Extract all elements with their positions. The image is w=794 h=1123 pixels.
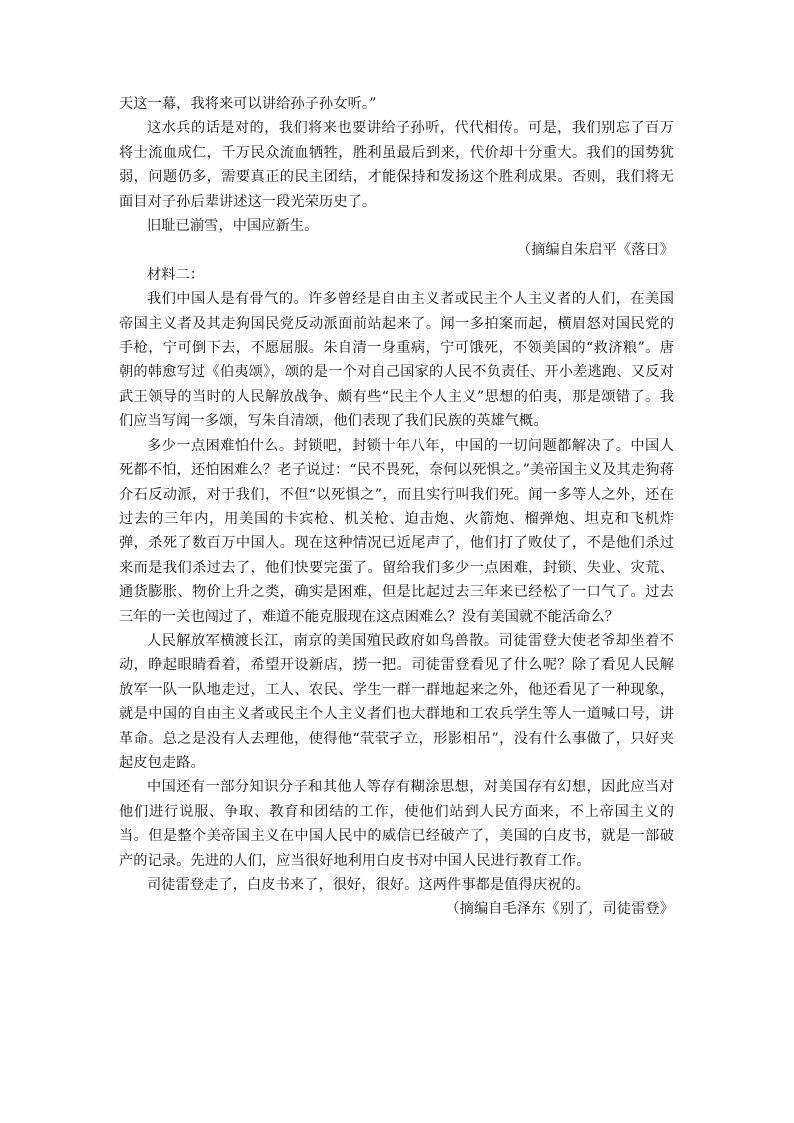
paragraph-difficulties: 多少一点困难怕什么。封锁吧，封锁十年八年，中国的一切问题都解决了。中国人死都不怕，还怕困难么？老子说过：“民不畏死，奈何以死惧之。”美帝国主义及其走狗蒋介石反动派，对于我们，不但“以死惧之”，而且实行叫我们死。闻一多等人之外，还在过去的三年内，用美国的卡宾枪、机关枪、迫击炮、火箭炮、榴弹炮、坦克和飞机炸弹，杀死了数百万中国人。现在这种情况已近尾声了，他们打了败仗了，不是他们杀过来而是我们杀过去了，他们快要完蛋了。留给我们多少一点困难，封锁、失业、灾荒、通货膨胀、物价上升之类，确实是困难，但是比起过去三年来已经松了一口气了。过去三年的一关也闯过了，难道不能克服现在这点困难么？没有美国就不能活命么？: [119, 437, 674, 625]
paragraph-celebration: 司徒雷登走了，白皮书来了，很好，很好。这两件事都是值得庆祝的。: [147, 877, 590, 893]
paragraph-intellectuals: 中国还有一部分知识分子和其他人等存有糊涂思想，对美国存有幻想，因此应当对他们进行说服、争取、教育和团结的工作，使他们站到人民方面来，不上帝国主义的当。但是整个美帝国主义在中国人民中的威信已经破产了，美国的白皮书，就是一部破产的记录。先进的人们，应当很好地利用白皮书对中国人民进行教育工作。: [119, 779, 674, 869]
paragraph-stuart: 人民解放军横渡长江，南京的美国殖民政府如鸟兽散。司徒雷登大使老爷却坐着不动，睁起眼睛看着，希望开设新店，捞一把。司徒雷登看见了什么呢？除了看见人民解放军一队一队地走过，工人、农民、学生一群一群地起来之外，他还看见了一种现象，就是中国的自由主义者或民主个人主义者们也大群地和工农兵学生等人一道喊口号，讲革命。总之是没有人去理他，使得他“茕茕孑立，形影相吊”，没有什么事做了，只好夹起皮包走路。: [119, 632, 674, 771]
source-citation-1: （摘编自朱启平《落日》: [516, 242, 674, 259]
paragraph-sailor-comment: 这水兵的话是对的，我们将来也要讲给子孙听，代代相传。可是，我们别忘了百万将士流血成仁，千万民众流血牺牲，胜利虽最后到来，代价却十分重大。我们的国势犹弱，问题仍多，需要真正的民主团结，才能保持和发扬这个胜利成果。否则，我们将无面目对子孙后辈讲述这一段光荣历史了。: [119, 120, 674, 210]
material-two-heading: 材料二：: [147, 266, 205, 283]
paragraph-old-shame: 旧耻已湔雪，中国应新生。: [147, 218, 319, 235]
source-citation-2: （摘编自毛泽东《别了，司徒雷登》: [445, 901, 674, 918]
paragraph-backbone: 我们中国人是有骨气的。许多曾经是自由主义者或民主个人主义者的人们，在美国帝国主义者及其走狗国民党反动派面前站起来了。闻一多拍案而起，横眉怒对国民党的手枪，宁可倒下去，不愿屈服。朱自清一身重病，宁可饿死，不领美国的“救济粮”。唐朝的韩愈写过《伯夷颂》，颂的是一个对自己国家的人民不负责任、开小差逃跑、又反对武王领导的当时的人民解放战争、颇有些“民主个人主义”思想的伯夷，那是颂错了。我们应当写闻一多颂，写朱自清颂，他们表现了我们民族的英雄气概。: [119, 291, 674, 430]
paragraph-continuation: 天这一幕，我将来可以讲给孙子孙女听。”: [119, 96, 377, 112]
document-body: [119, 92, 674, 922]
